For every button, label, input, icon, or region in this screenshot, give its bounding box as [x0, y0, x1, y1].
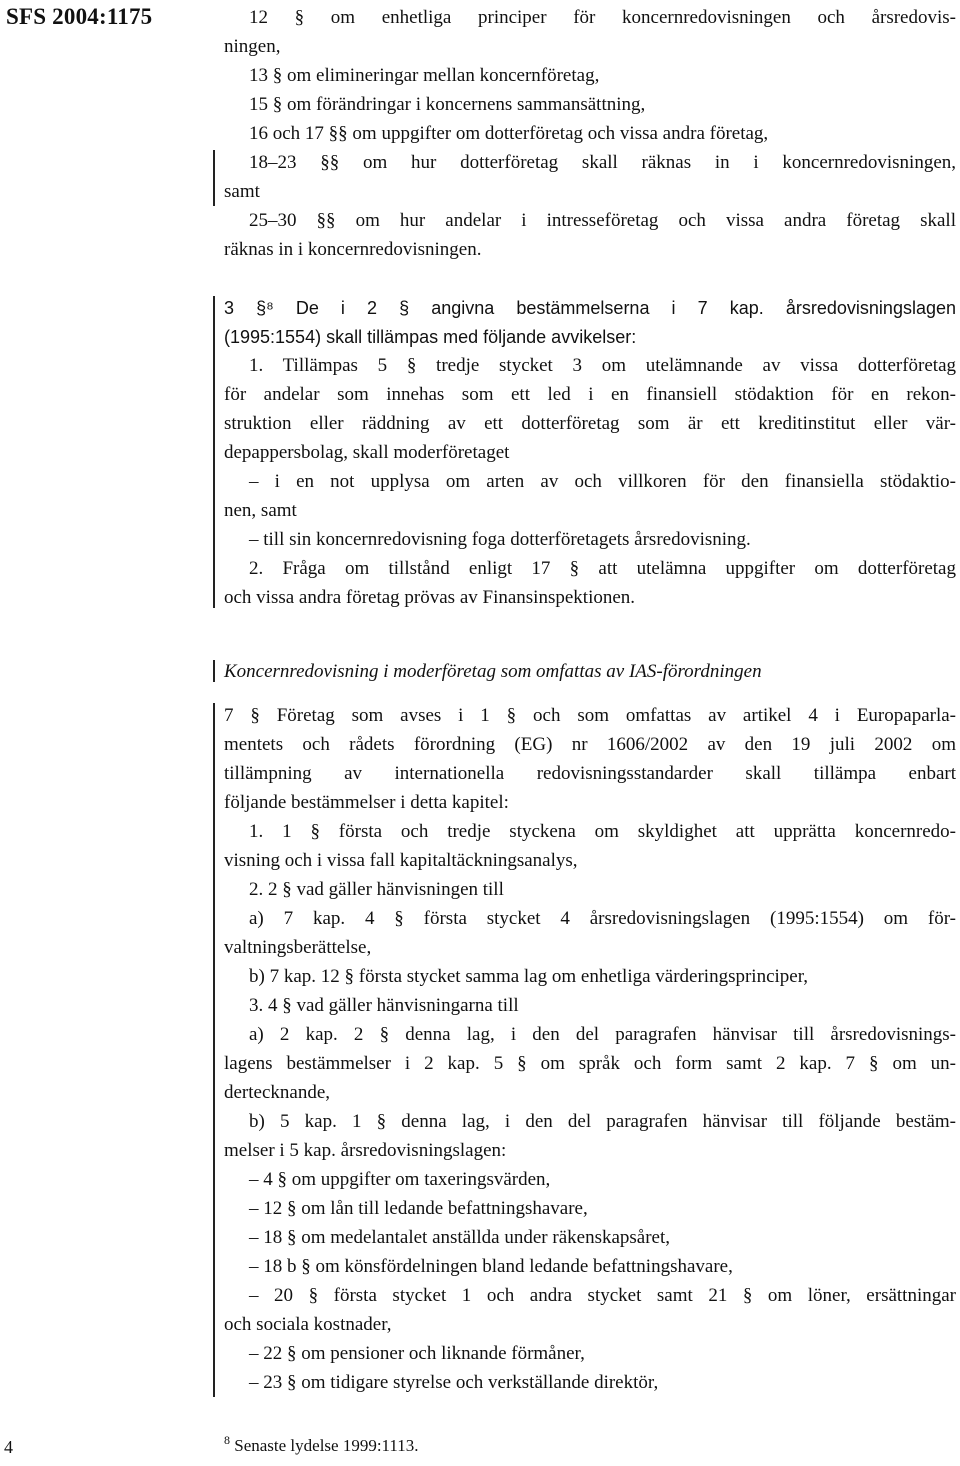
- text-line: – till sin koncernredovisning foga dotterföretagets årsredovisning.: [249, 529, 751, 550]
- page-number: 4: [4, 1437, 13, 1457]
- text-line: – 18 § om medelantalet anställda under räkenskapsåret,: [249, 1227, 671, 1248]
- text-line: – 22 § om pensioner och liknande förmåner,: [249, 1343, 585, 1364]
- text-line: 12 § om enhetliga principer för koncernredovisningen och årsredovis-: [249, 7, 956, 28]
- change-bar: [213, 703, 215, 1397]
- text-line: 1. Tillämpas 5 § tredje stycket 3 om utelämnande av vissa dotterföretag: [249, 355, 956, 376]
- text-line: dertecknande,: [224, 1082, 331, 1103]
- text-line: 2. 2 § vad gäller hänvisningen till: [249, 879, 504, 900]
- text-line: visning och i vissa fall kapitaltäckningsanalys,: [224, 850, 578, 871]
- text-line: – i en not upplysa om arten av och villkoren för den finansiella stödaktio-: [249, 471, 956, 492]
- text-line: ningen,: [224, 36, 281, 57]
- text-line: nen, samt: [224, 500, 297, 521]
- text-line: samt: [224, 181, 260, 202]
- text-line: melser i 5 kap. årsredovisningslagen:: [224, 1140, 507, 1161]
- change-bar: [213, 660, 215, 682]
- text-line: 3 §⁸ De i 2 § angivna bestämmelserna i 7 kap. årsredovisningslagen: [224, 298, 956, 318]
- text-line: och vissa andra företag prövas av Finansinspektionen.: [224, 587, 636, 608]
- text-line: – 4 § om uppgifter om taxeringsvärden,: [249, 1169, 551, 1190]
- text-line: 2. Fråga om tillstånd enligt 17 § att utelämna uppgifter om dotterföretag: [249, 558, 956, 579]
- text-line: 7 § Företag som avses i 1 § och som omfattas av artikel 4 i Europaparla-: [224, 705, 956, 726]
- text-line: och sociala kostnader,: [224, 1314, 392, 1335]
- footnote-text: Senaste lydelse 1999:1113.: [234, 1436, 419, 1455]
- change-bar: [213, 296, 215, 608]
- text-line: 3. 4 § vad gäller hänvisningarna till: [249, 995, 519, 1016]
- text-line: struktion eller räddning av ett dotterföretag som är ett kreditinstitut eller vär-: [224, 413, 956, 434]
- text-line: följande bestämmelser i detta kapitel:: [224, 792, 509, 813]
- sfs-label: SFS 2004:1175: [6, 4, 153, 29]
- text-line: för andelar som innehas som ett led i en finansiell stödaktion för en rekon-: [224, 384, 956, 405]
- text-line: 16 och 17 §§ om uppgifter om dotterföretag och vissa andra företag,: [249, 123, 769, 144]
- text-line: räknas in i koncernredovisningen.: [224, 239, 482, 260]
- text-line: a) 2 kap. 2 § denna lag, i den del paragrafen hänvisar till årsredovisnings-: [249, 1024, 956, 1045]
- text-line: valtningsberättelse,: [224, 937, 372, 958]
- text-line: 15 § om förändringar i koncernens sammansättning,: [249, 94, 646, 115]
- text-line: – 12 § om lån till ledande befattningshavare,: [249, 1198, 588, 1219]
- text-line: lagens bestämmelser i 2 kap. 5 § om språk och form samt 2 kap. 7 § om un-: [224, 1053, 956, 1074]
- change-bar: [213, 150, 215, 206]
- text-line: – 23 § om tidigare styrelse och verkställande direktör,: [249, 1372, 659, 1393]
- text-line: depappersbolag, skall moderföretaget: [224, 442, 510, 463]
- text-line: b) 5 kap. 1 § denna lag, i den del paragrafen hänvisar till följande bestäm-: [249, 1111, 956, 1132]
- text-line: 13 § om elimineringar mellan koncernföretag,: [249, 65, 600, 86]
- text-line: – 20 § första stycket 1 och andra stycket samt 21 § om löner, ersättningar: [249, 1285, 956, 1306]
- text-line: (1995:1554) skall tillämpas med följande avvikelser:: [224, 327, 637, 347]
- text-line: b) 7 kap. 12 § första stycket samma lag om enhetliga värderingsprinciper,: [249, 966, 809, 987]
- text-line: 25–30 §§ om hur andelar i intresseföretag och vissa andra företag skall: [249, 210, 956, 231]
- footnote-mark: 8: [224, 1433, 230, 1447]
- text-line: 18–23 §§ om hur dotterföretag skall räknas in i koncernredovisningen,: [249, 152, 956, 173]
- text-line: – 18 b § om könsfördelningen bland ledande befattningshavare,: [249, 1256, 733, 1277]
- text-line: mentets och rådets förordning (EG) nr 1606/2002 av den 19 juli 2002 om: [224, 734, 956, 755]
- text-line: 1. 1 § första och tredje styckena om skyldighet att upprätta koncernredo-: [249, 821, 956, 842]
- text-line: tillämpning av internationella redovisningsstandarder skall tillämpa enbart: [224, 763, 956, 784]
- footnote: [224, 1434, 419, 1458]
- text-line: a) 7 kap. 4 § första stycket 4 årsredovisningslagen (1995:1554) om för-: [249, 908, 956, 929]
- section-heading: Koncernredovisning i moderföretag som omfattas av IAS-förordningen: [224, 661, 762, 682]
